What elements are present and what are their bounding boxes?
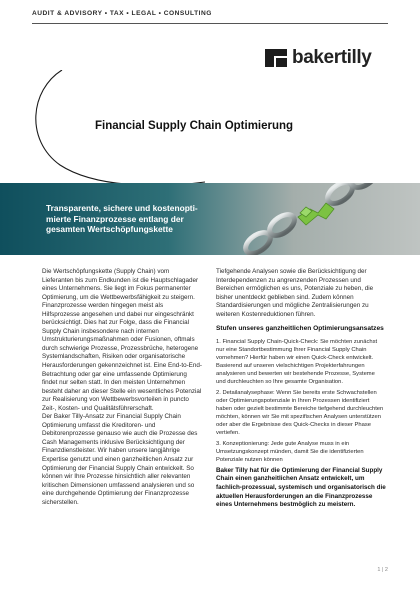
list-item: 2. Detailanalysephase: Wenn Sie bereits erste Schwachstellen oder Optimierungspotenziale in Ihren Prozessen identifiziert haben oder gezielt bestimmte Bereiche tiefgehend durchleuchten möchten, können wir Sie mit spezifischen Analysen unterstützen oder aber die Ergebnisse des Quick-Checks in dieser Phase vertiefen. [216,389,384,436]
top-bar [0,0,420,30]
closing-statement: Baker Tilly hat für die Optimierung der Financial Supply Chain einen ganzheitlichen Ansatz entwickelt, um fachlich-prozessual, systemisch und organisatorisch die aktuellen Herausforderungen an die Finanzprozesse eines Unternehmens bestmöglich zu meistern. [216,466,386,509]
section-heading: Stufen unseres ganzheitlichen Optimierungsansatzes [216,325,384,333]
hero-headline [46,203,246,235]
list-item: 1. Financial Supply Chain-Quick-Check: Sie möchten zunächst nur eine Standortbestimmung Ihrer Financial Supply Chain vornehmen? Hierfür haben wir einen Quick-Check entwickelt. Basierend auf unseren vielschichtigen Projekterfahrungen analysieren und bewerten wir bestehende Prozesse, Systeme und durchleuchten so Ihre gesamte Organisation. [216,338,378,385]
hero-line-2: mierte Finanzprozesse entlang der [46,213,184,224]
service-line: AUDIT & ADVISORY • TAX • LEGAL • CONSULTING [32,10,212,17]
hero-line-3: gesamten Wertschöpfungskette [46,224,173,235]
hero-banner [0,183,420,255]
intro-paragraph: Die Wertschöpfungskette (Supply Chain) vom Lieferanten bis zum Endkunden ist die Hauptschlagader eines Unternehmens. Sie liegt im Fokus permanenter Optimierung, um die Wettbewerbsfähigkeit zu steigern. Finanzprozesse werden hingegen meist als Hilfsprozesse angesehen und dabei nur eingeschränkt berücksichtigt. Dies hat zur Folge, dass die Financial Supply Chain insbesondere nach internen Umstrukturierungsmaßnahmen oder Fusionen, oftmals durch schwierige Prozesse, Prozessbrüche, heterogene Systemlandschaften, Risiken oder organisatorische Herausforderungen gekennzeichnet ist. Eine End-to-End-Betrachtung oder gar eine umfassende Optimierung findet nur selten statt. In den meisten Unternehmen besteht daher an dieser Stelle ein wesentliches Potenzial zur Realisierung von Wettbewerbsvorteilen in puncto Zeit-, Kosten- und Qualitätsführerschaft. [42,268,202,412]
hero-line-1: Transparente, sichere und kostenopti- [46,203,198,213]
page-title: Financial Supply Chain Optimierung [95,120,294,132]
left-column [42,268,202,507]
approach-paragraph: Der Baker Tilly-Ansatz zur Financial Supply Chain Optimierung umfasst die Kreditoren- und Debitorenprozesse genauso wie auch die Prozesse des Cash Managements inklusive Berücksichtigung der Finanzdienstleister. Wir haben unsere langjährige Expertise genutzt und einen ganzheitlichen Ansatz zur Optimierung der Financial Supply Chain entwickelt. So können wir Ihre Prozesse hinsichtlich aller relevanten kritischen Dimensionen umfassend analysieren und so eine durchgehende Optimierung der Finanzprozesse sicherstellen. [42,413,198,506]
bakertilly-logo [263,44,388,74]
header-divider [32,23,388,24]
analysis-paragraph: Tiefgehende Analysen sowie die Berücksichtigung der Interdependenzen zu angrenzenden Prozessen und Bereichen ermöglichen es uns, Potenziale zu heben, die bisher unentdeckt geblieben sind. Zudem können Standardisierungen und mögliche Zentralisierungen zu weiteren Kostenreduktionen führen. [216,268,374,318]
list-item: 3. Konzeptionierung: Jede gute Analyse muss in ein Umsetzungskonzept münden, damit Sie die identifizierten Potenziale nutzen können [216,440,364,463]
brand-wordmark: bakertilly [292,47,372,68]
right-column [216,268,386,510]
logo-mark-icon [263,46,289,70]
page-number: 1 | 2 [377,567,388,573]
